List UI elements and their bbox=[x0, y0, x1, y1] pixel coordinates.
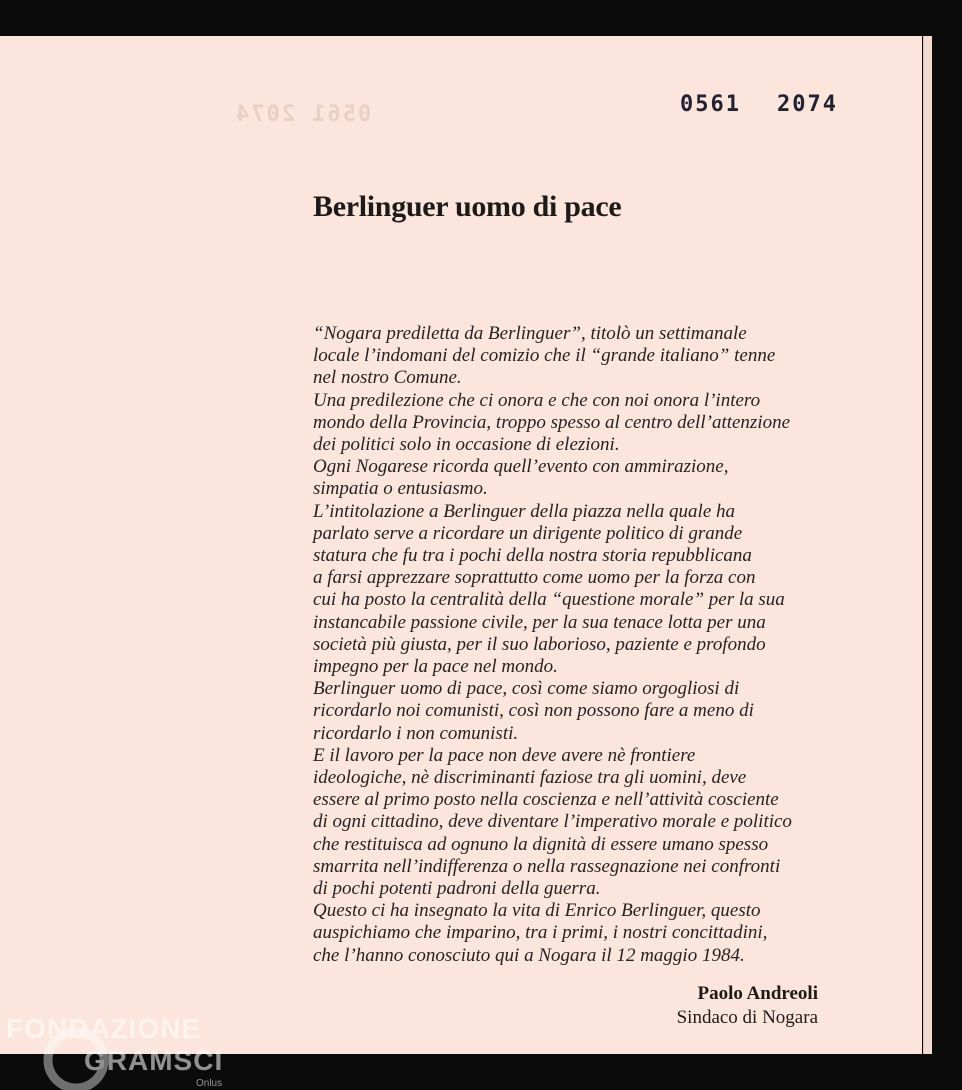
ghost-stamp-showthrough: 0561 2074 bbox=[234, 102, 372, 127]
watermark-line3: Onlus bbox=[196, 1078, 223, 1089]
body-text bbox=[313, 323, 873, 967]
body-line: dei politici solo in occasione di elezioni. bbox=[313, 434, 620, 456]
body-line: ricordarlo i non comunisti. bbox=[313, 722, 519, 744]
body-line: E il lavoro per la pace non deve avere nè frontiere bbox=[313, 744, 696, 766]
document-title: Berlinguer uomo di pace bbox=[313, 190, 622, 223]
body-line: ricordarlo noi comunisti, così non possono fare a meno di bbox=[313, 700, 754, 722]
body-line: auspichiamo che imparino, tra i primi, i nostri concittadini, bbox=[313, 922, 768, 944]
body-line: essere al primo posto nella coscienza e nell’attività cosciente bbox=[313, 789, 779, 811]
body-line: statura che fu tra i pochi della nostra storia repubblicana bbox=[313, 545, 752, 567]
body-line: ideologiche, nè discriminanti faziose tra gli uomini, deve bbox=[313, 767, 747, 789]
body-line: simpatia o entusiasmo. bbox=[313, 478, 488, 500]
page-edge bbox=[923, 36, 932, 1054]
body-line: società più giusta, per il suo laborioso, paziente e profondo bbox=[313, 633, 766, 655]
watermark-line1: FONDAZIONE bbox=[6, 1013, 202, 1044]
body-line: parlato serve a ricordare un dirigente politico di grande bbox=[313, 522, 743, 544]
body-line: mondo della Provincia, troppo spesso al centro dell’attenzione bbox=[313, 411, 791, 433]
body-line: smarrita nell’indifferenza o nella rassegnazione nei confronti bbox=[313, 855, 781, 877]
body-line: impegno per la pace nel mondo. bbox=[313, 656, 558, 678]
body-line: Questo ci ha insegnato la vita di Enrico Berlinguer, questo bbox=[313, 900, 761, 922]
signatory-role: Sindaco di Nogara bbox=[676, 1007, 818, 1028]
body-line: Ogni Nogarese ricorda quell’evento con ammirazione, bbox=[313, 456, 729, 478]
signature-block bbox=[600, 982, 818, 1030]
body-line: Berlinguer uomo di pace, così come siamo orgogliosi di bbox=[313, 678, 740, 700]
body-line: instancabile passione civile, per la sua tenace lotta per una bbox=[313, 611, 766, 633]
watermark-line2: GRAMSCI bbox=[84, 1045, 224, 1076]
body-line: di pochi potenti padroni della guerra. bbox=[313, 878, 601, 900]
body-line: Una predilezione che ci onora e che con noi onora l’intero bbox=[313, 389, 761, 411]
body-line: che restituisca ad ognuno la dignità di essere umano spesso bbox=[313, 833, 769, 855]
signatory-name: Paolo Andreoli bbox=[697, 983, 818, 1004]
body-line: nel nostro Comune. bbox=[313, 367, 462, 389]
body-line: che l’hanno conosciuto qui a Nogara il 12 maggio 1984. bbox=[313, 944, 745, 966]
body-line: locale l’indomani del comizio che il “grande italiano” tenne bbox=[313, 345, 776, 367]
document-page bbox=[0, 36, 922, 1089]
body-line: “Nogara prediletta da Berlinguer”, titolò un settimanale bbox=[313, 323, 747, 344]
fondazione-gramsci-watermark bbox=[6, 1010, 246, 1090]
body-line: cui ha posto la centralità della “questione morale” per la sua bbox=[313, 589, 785, 611]
body-line: a farsi apprezzare soprattutto come uomo per la forza con bbox=[313, 567, 756, 589]
archive-stamp-number bbox=[680, 92, 838, 117]
body-line: L’intitolazione a Berlinguer della piazza nella quale ha bbox=[313, 500, 736, 522]
stamp-number-part1: 0561 bbox=[680, 92, 741, 117]
body-line: di ogni cittadino, deve diventare l’imperativo morale e politico bbox=[313, 811, 792, 833]
stamp-number-part2: 2074 bbox=[776, 92, 838, 117]
